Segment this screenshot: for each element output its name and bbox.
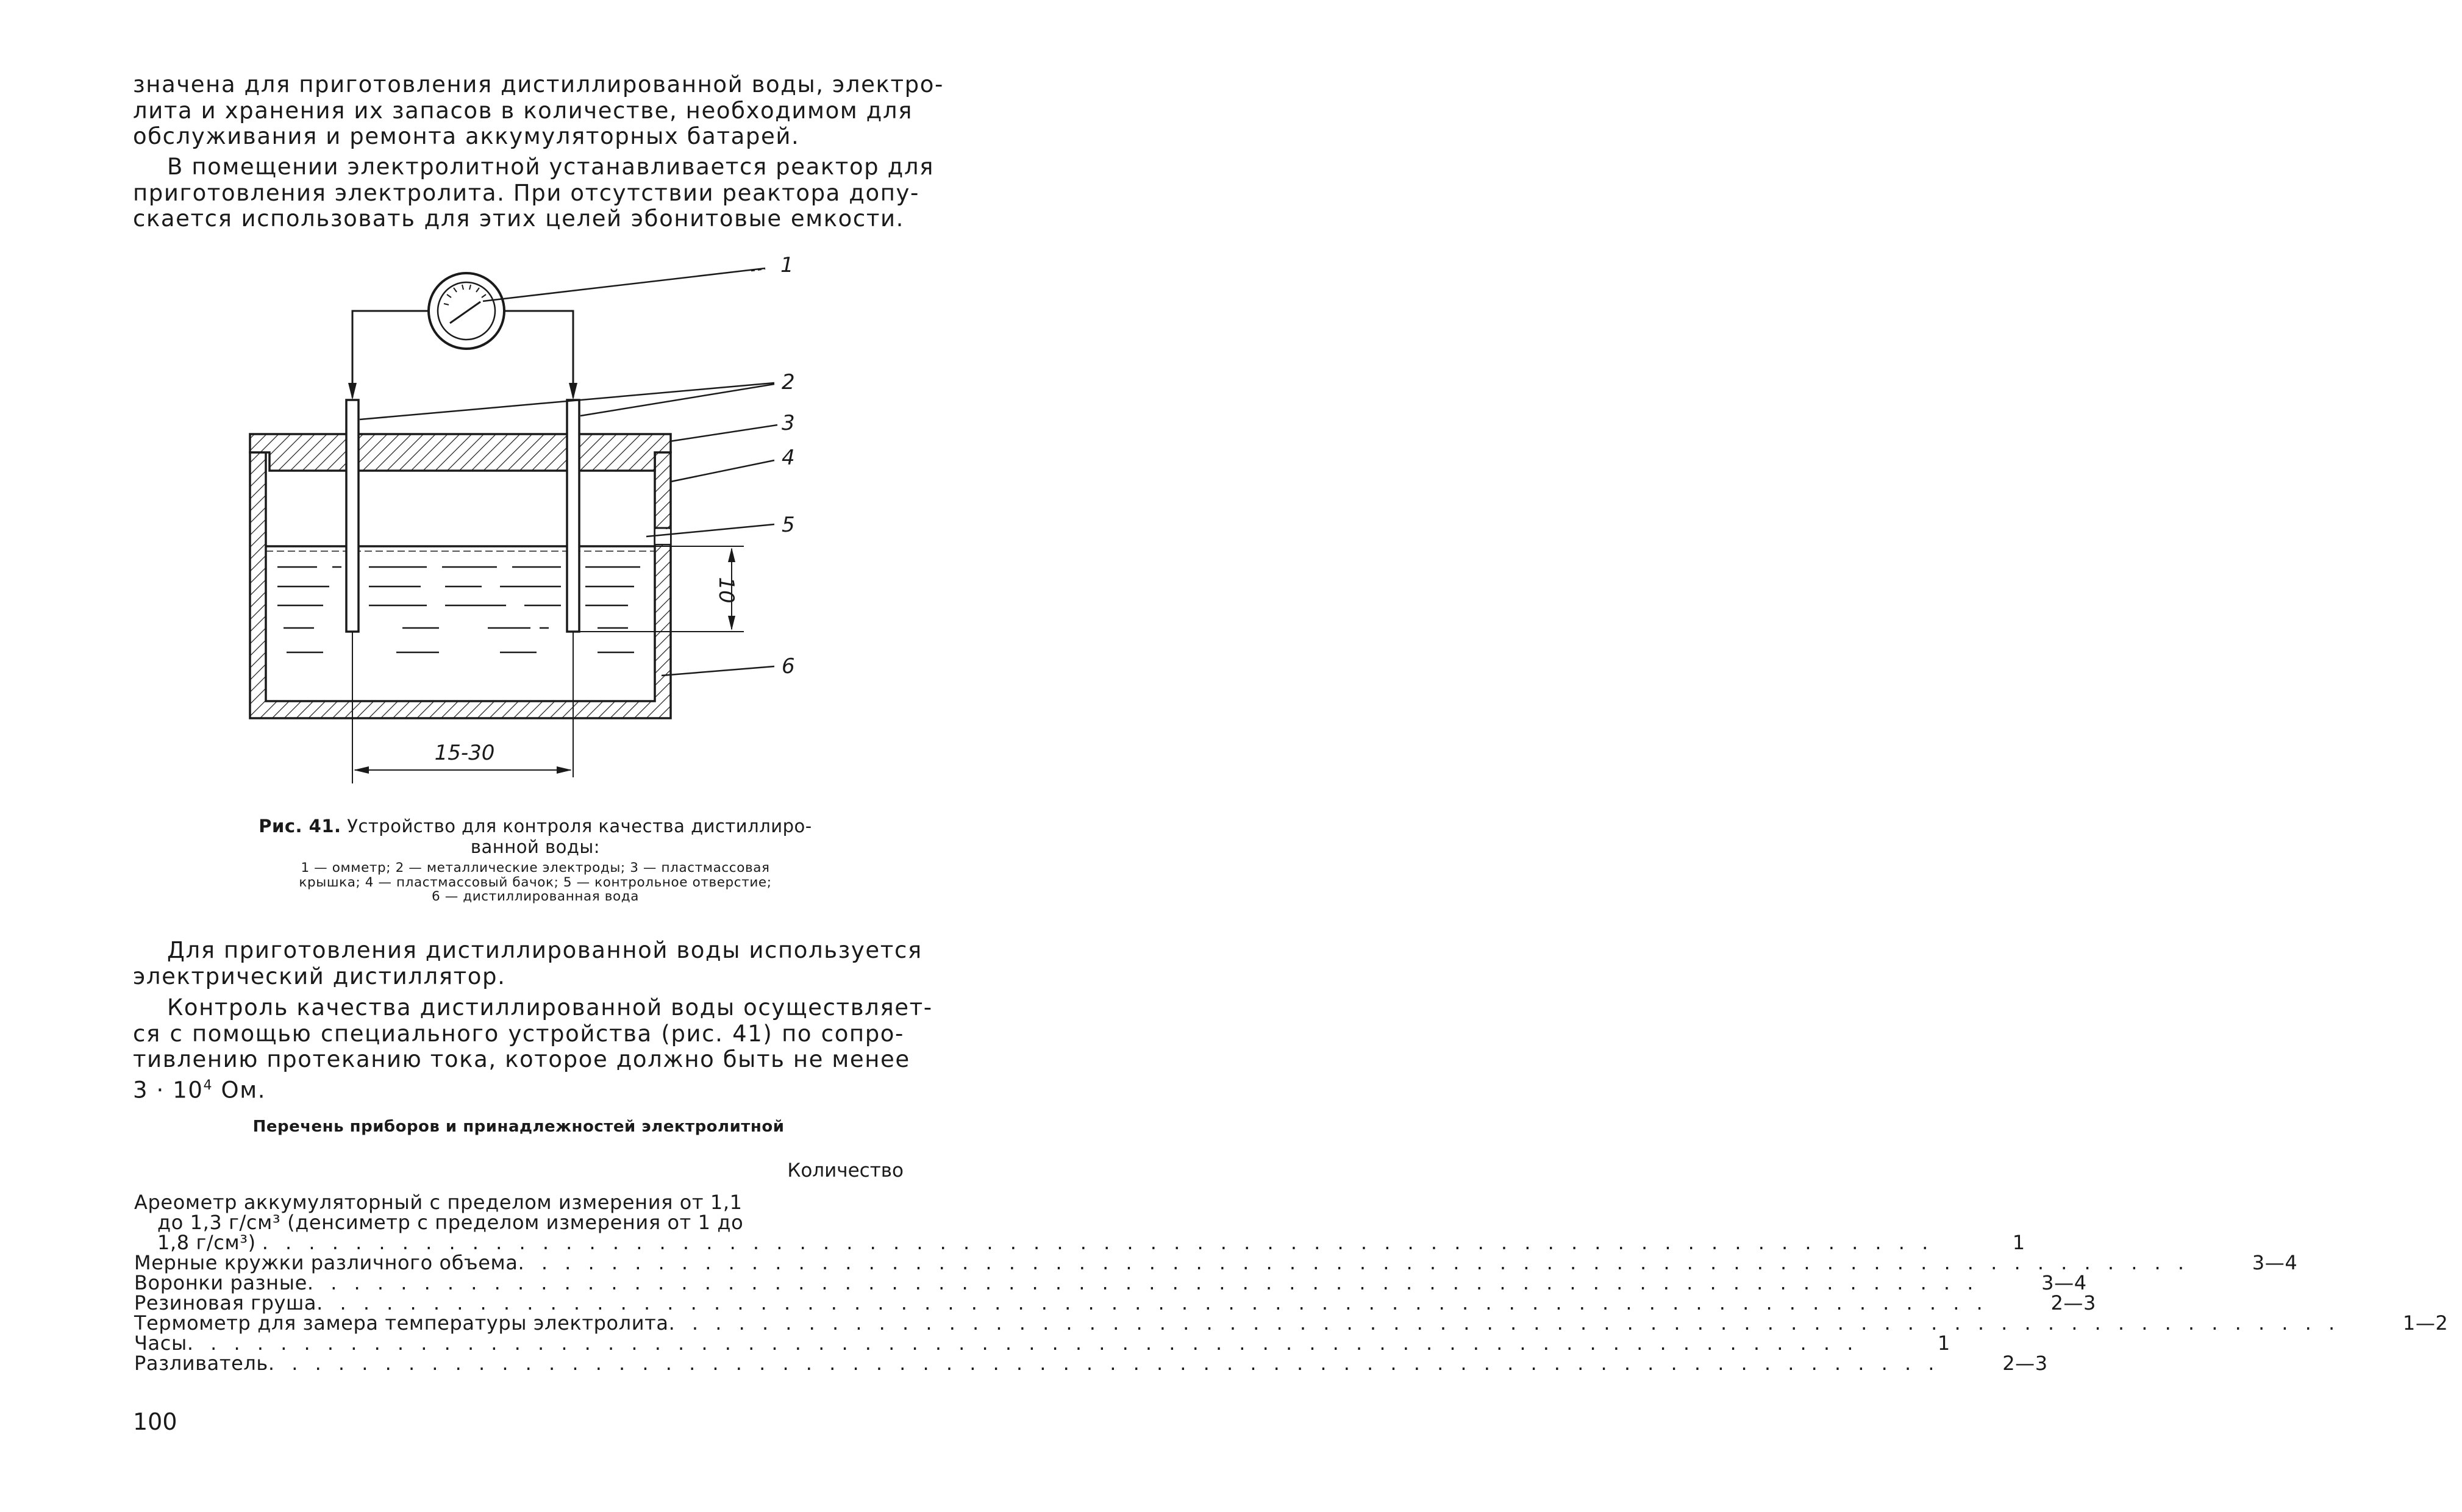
text-line: приготовления электролита. При отсутствии реактора допу- xyxy=(133,179,919,206)
leader-dots xyxy=(187,1333,1859,1353)
item-quantity: 2—3 xyxy=(2002,1352,2048,1375)
leader-dots xyxy=(518,1253,2189,1273)
callout-5: 5 xyxy=(782,513,795,537)
list-item xyxy=(134,1251,2298,1274)
plastic-tank xyxy=(250,452,671,718)
leader-dots xyxy=(307,1273,1979,1293)
legend-line: 6 — дистиллированная вода xyxy=(431,889,640,904)
callout-6: 6 xyxy=(782,654,795,679)
list-item xyxy=(134,1332,1950,1355)
item-quantity: 3—4 xyxy=(2041,1271,2087,1294)
ohmmeter-icon xyxy=(429,273,504,349)
callout-4: 4 xyxy=(782,446,795,470)
text-line: скается использовать для этих целей эбонитовые емкости. xyxy=(133,205,904,232)
list-item xyxy=(134,1311,2449,1335)
depth-dimension-label: 10 xyxy=(714,577,738,604)
text-line: тивлению протеканию тока, которое должно быть не менее xyxy=(133,1046,910,1072)
item-name: Часы xyxy=(134,1332,187,1355)
quantity-column-heading: Количество xyxy=(787,1160,904,1182)
leader-dots xyxy=(262,1233,1934,1253)
page-number: 100 xyxy=(133,1408,177,1435)
leader-line xyxy=(483,268,765,301)
text-line: В помещении электролитной устанавливается реактор для xyxy=(167,154,934,180)
list-item xyxy=(134,1191,2025,1254)
callout-3: 3 xyxy=(782,411,795,435)
leader-dots xyxy=(316,1293,1988,1313)
callout-2: 2 xyxy=(782,370,795,394)
leader-dots xyxy=(669,1313,2341,1333)
figure-legend xyxy=(234,861,837,904)
text-line: обслуживания и ремонта аккумуляторных батарей. xyxy=(133,123,800,149)
resistance-value: 3 · 10 xyxy=(133,1076,204,1103)
list-item xyxy=(134,1291,2096,1314)
equipment-list xyxy=(134,1191,2449,1375)
paragraph-control xyxy=(133,994,933,1103)
callout-1: 1 xyxy=(780,253,794,277)
item-name: Резиновая груша xyxy=(134,1291,317,1314)
item-quantity: 1—2 xyxy=(2402,1311,2449,1335)
item-quantity: 1 xyxy=(1937,1332,1950,1355)
item-name-continued: до 1,3 г/см³ (денсиметр с пределом измерения от 1 до xyxy=(157,1211,744,1234)
item-quantity: 1 xyxy=(2012,1231,2025,1254)
item-name-continued: 1,8 г/см³) xyxy=(157,1231,256,1254)
leader-dots xyxy=(268,1353,1940,1374)
legend-line: крышка; 4 — пластмассовый бачок; 5 — контрольное отверстие; xyxy=(299,874,772,890)
resistance-exponent: 4 xyxy=(203,1077,213,1093)
item-name: Воронки разные xyxy=(134,1271,307,1294)
figure-caption xyxy=(234,816,837,857)
text-line: Для приготовления дистиллированной воды используется xyxy=(167,937,922,963)
plastic-lid xyxy=(250,434,671,471)
equipment-list-heading: Перечень приборов и принадлежностей электролитной xyxy=(252,1118,785,1136)
item-quantity: 2—3 xyxy=(2050,1291,2096,1314)
resistance-unit: Ом. xyxy=(213,1076,266,1103)
item-name: Разливатель xyxy=(134,1352,268,1375)
text-line: лита и хранения их запасов в количестве, необходимом для xyxy=(133,97,913,124)
item-name: Термометр для замера температуры электролита xyxy=(134,1311,669,1335)
text-line: значена для приготовления дистиллированной воды, электро- xyxy=(133,71,944,98)
text-line: Контроль качества дистиллированной воды осуществляет- xyxy=(167,994,933,1021)
text-line: электрический дистиллятор. xyxy=(133,963,506,990)
text-line: ся с помощью специального устройства (рис. 41) по сопро- xyxy=(133,1020,904,1047)
distilled-water xyxy=(277,567,640,652)
paragraph-distiller xyxy=(133,937,922,990)
spacing-dimension-label: 15-30 xyxy=(434,741,495,765)
item-quantity: 3—4 xyxy=(2252,1251,2298,1274)
list-item xyxy=(134,1352,2048,1375)
text-line xyxy=(133,1073,904,1104)
conductivity-test-device-figure xyxy=(0,0,1037,817)
caption-title-line: ванной воды: xyxy=(470,836,601,857)
caption-title-line: Устройство для контроля качества дистиллиро- xyxy=(347,816,812,836)
list-item xyxy=(134,1271,2087,1294)
item-name: Мерные кружки различного объема xyxy=(134,1251,518,1274)
item-name: Ареометр аккумуляторный с пределом измерения от 1,1 xyxy=(134,1191,743,1214)
legend-line: 1 — омметр; 2 — металлические электроды; 3 — пластмассовая xyxy=(301,860,770,875)
figure-number: Рис. 41. xyxy=(259,816,341,836)
